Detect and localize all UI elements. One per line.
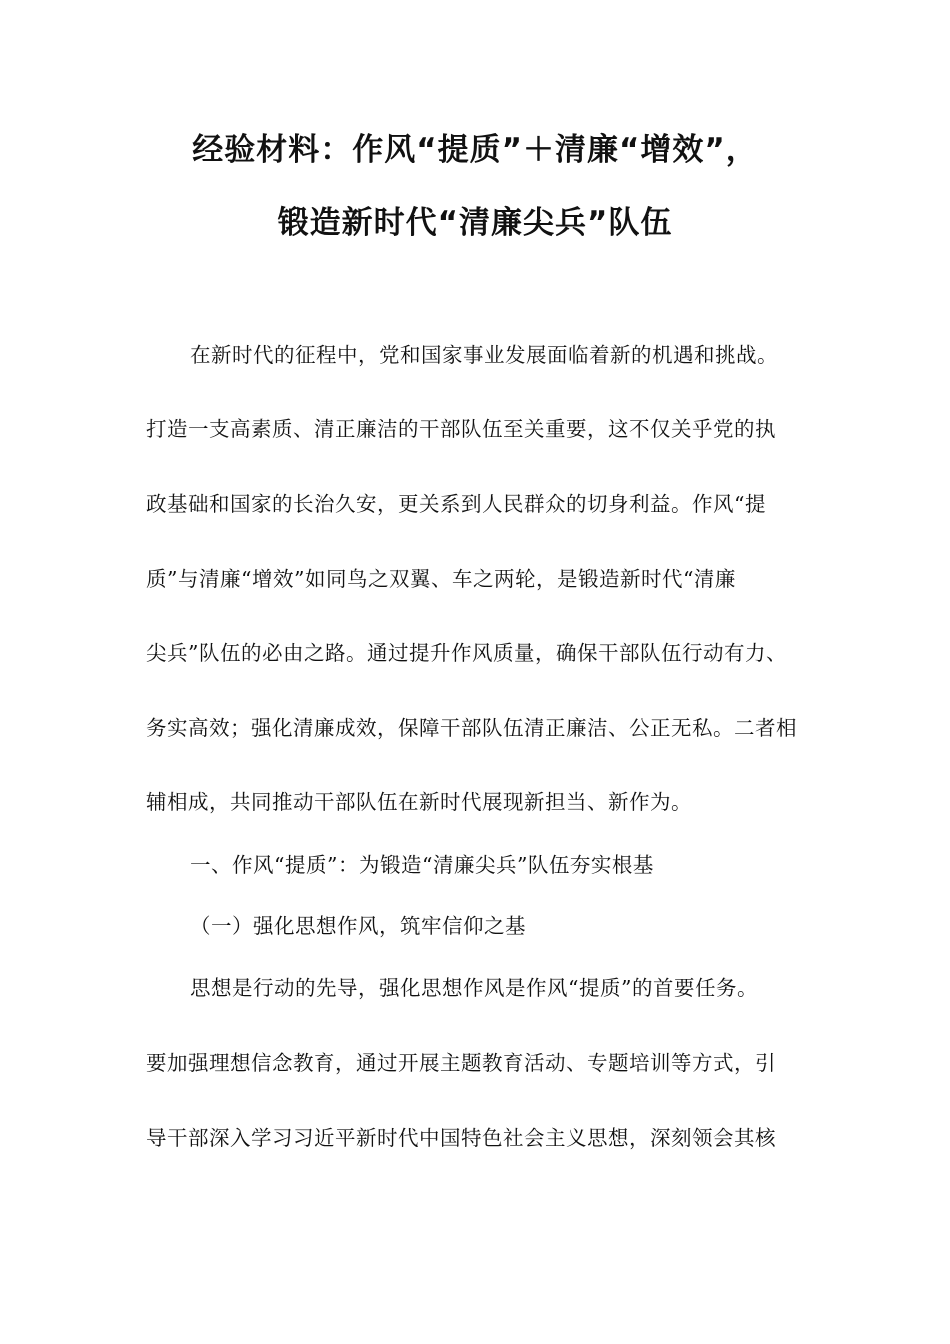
paragraph-line: 导干部深入学习习近平新时代中国特色社会主义思想，深刻领会其核 — [146, 1126, 776, 1150]
paragraph-line: 尖兵”队伍的必由之路。通过提升作风质量，确保干部队伍行动有力、 — [146, 641, 787, 665]
paragraph-line: 在新时代的征程中，党和国家事业发展面临着新的机遇和挑战。 — [190, 343, 778, 367]
paragraph-line: 政基础和国家的长治久安，更关系到人民群众的切身利益。作风“提 — [146, 492, 766, 516]
paragraph-line: 辅相成，共同推动干部队伍在新时代展现新担当、新作为。 — [146, 790, 692, 814]
paragraph-line: 思想是行动的先导，强化思想作风是作风“提质”的首要任务。 — [190, 976, 758, 1000]
document-title-line-2: 锻造新时代“清廉尖兵”队伍 — [277, 205, 673, 241]
paragraph-line: 质”与清廉“增效”如同鸟之双翼、车之两轮，是锻造新时代“清廉 — [146, 567, 736, 591]
paragraph-line: 务实高效；强化清廉成效，保障干部队伍清正廉洁、公正无私。二者相 — [146, 716, 797, 740]
subsection-heading: （一）强化思想作风，筑牢信仰之基 — [190, 914, 526, 938]
paragraph-line: 打造一支高素质、清正廉洁的干部队伍至关重要，这不仅关乎党的执 — [146, 417, 776, 441]
document-title-line-1: 经验材料：作风“提质”＋清廉“增效”， — [192, 132, 758, 168]
section-heading: 一、作风“提质”：为锻造“清廉尖兵”队伍夯实根基 — [190, 853, 654, 877]
paragraph-line: 要加强理想信念教育，通过开展主题教育活动、专题培训等方式，引 — [146, 1051, 776, 1075]
